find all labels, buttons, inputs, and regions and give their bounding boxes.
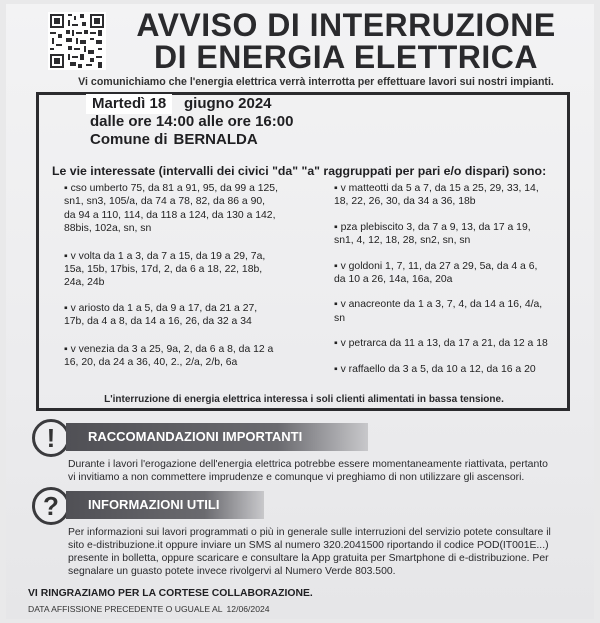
info-text: Per informazioni sui lavori programmati o più in generale sulle interruzioni del servizio potete consultare il sito e-distribuzione.it oppure inviare un SMS al numero 320.2041500 riportando il codice POD(IT001E...) presente in bolletta, oppure scaricare e consultare la App gratuita per Smartphone di e-distribuzione. Per segnalare un guasto potete invece rivolgervi al Numero Verde 803.500. — [68, 527, 551, 577]
street-item: ▪ cso umberto 75, da 81 a 91, 95, da 99 a 125, sn1, sn3, 105/a, da 74 a 78, 82, da 86 a 90, da 94 a 110, 114, da 118 a 124, da 130 a 142, 88bis, 102a, sn, sn — [64, 183, 278, 235]
recommendations-heading: RACCOMANDAZIONI IMPORTANTI — [66, 423, 368, 451]
recommendations-text: Durante i lavori l'erogazione dell'energia elettrica potrebbe essere momentaneamente riattivata, pertanto vi invitiamo a non commettere imprudenze e comunque vi preghiamo di non utilizzare gli ascensori. — [68, 459, 548, 483]
subtitle: Vi comunichiamo che l'energia elettrica verrà interrotta per effettuare lavori sui nostri impianti. — [78, 76, 554, 88]
title-line-2: DI ENERGIA ELETTRICA — [154, 39, 538, 75]
title-line-1: AVVISO DI INTERRUZIONE — [136, 7, 556, 43]
streets-right-column — [334, 182, 549, 388]
warning-icon: ! — [32, 419, 70, 457]
street-item: ▪ v petrarca da 11 a 13, da 17 a 21, da 12 a 18 — [334, 338, 548, 350]
affix-date-value: 12/06/2024 — [226, 604, 270, 614]
street-item: ▪ v matteotti da 5 a 7, da 15 a 25, 29, 33, 14, 18, 22, 26, 30, da 34 a 36, 18b — [334, 183, 539, 208]
info-heading: INFORMAZIONI UTILI — [66, 491, 264, 519]
comune-label: Comune di — [90, 131, 168, 148]
hours: dalle ore 14:00 alle ore 16:00 — [90, 113, 294, 130]
street-item: ▪ v raffaello da 3 a 5, da 10 a 12, da 16 a 20 — [334, 363, 536, 375]
affix-date — [28, 604, 270, 614]
month-year: giugno 2024 — [184, 95, 272, 112]
low-voltage-note: L'interruzione di energia elettrica interessa i soli clienti alimentati in bassa tensione. — [104, 394, 504, 405]
comune-name: BERNALDA — [173, 131, 258, 148]
qr-code-icon — [48, 12, 106, 70]
streets-title: Le vie interessate (intervalli dei civici "da" "a" raggruppati per pari e/o dispari) sono: — [52, 164, 547, 178]
street-item: ▪ v venezia da 3 a 25, 9a, 2, da 6 a 8, da 12 a 16, 20, da 24 a 36, 40, 2., 2/a, 2/b, 6a — [64, 343, 274, 369]
streets-left-column — [64, 182, 279, 381]
street-item: ▪ v volta da 1 a 3, da 7 a 15, da 19 a 29, 7a, 15a, 15b, 17bis, 17d, 2, da 6 a 18, 22, 18b, 24a, 24b — [64, 250, 266, 289]
street-item: ▪ v ariosto da 1 a 5, da 9 a 17, da 21 a 27, 17b, da 4 a 8, da 14 a 16, 26, da 32 a 34 — [64, 302, 258, 328]
thanks-line: VI RINGRAZIAMO PER LA CORTESE COLLABORAZIONE. — [28, 588, 313, 599]
affix-label: DATA AFFISSIONE PRECEDENTE O UGUALE AL — [28, 604, 223, 614]
street-item: ▪ v goldoni 1, 7, 11, da 27 a 29, 5a, da 4 a 6, da 10 a 26, 14a, 16a, 20a — [334, 260, 538, 286]
day-label: Martedì 18 — [86, 94, 172, 114]
help-icon: ? — [32, 487, 70, 525]
street-item: ▪ pza plebiscito 3, da 7 a 9, 13, da 17 a 19, sn1, 4, 12, 18, 28, sn2, sn, sn — [334, 221, 531, 247]
street-item: ▪ v anacreonte da 1 a 3, 7, 4, da 14 a 16, 4/a, sn — [334, 299, 543, 324]
comune — [90, 131, 258, 148]
